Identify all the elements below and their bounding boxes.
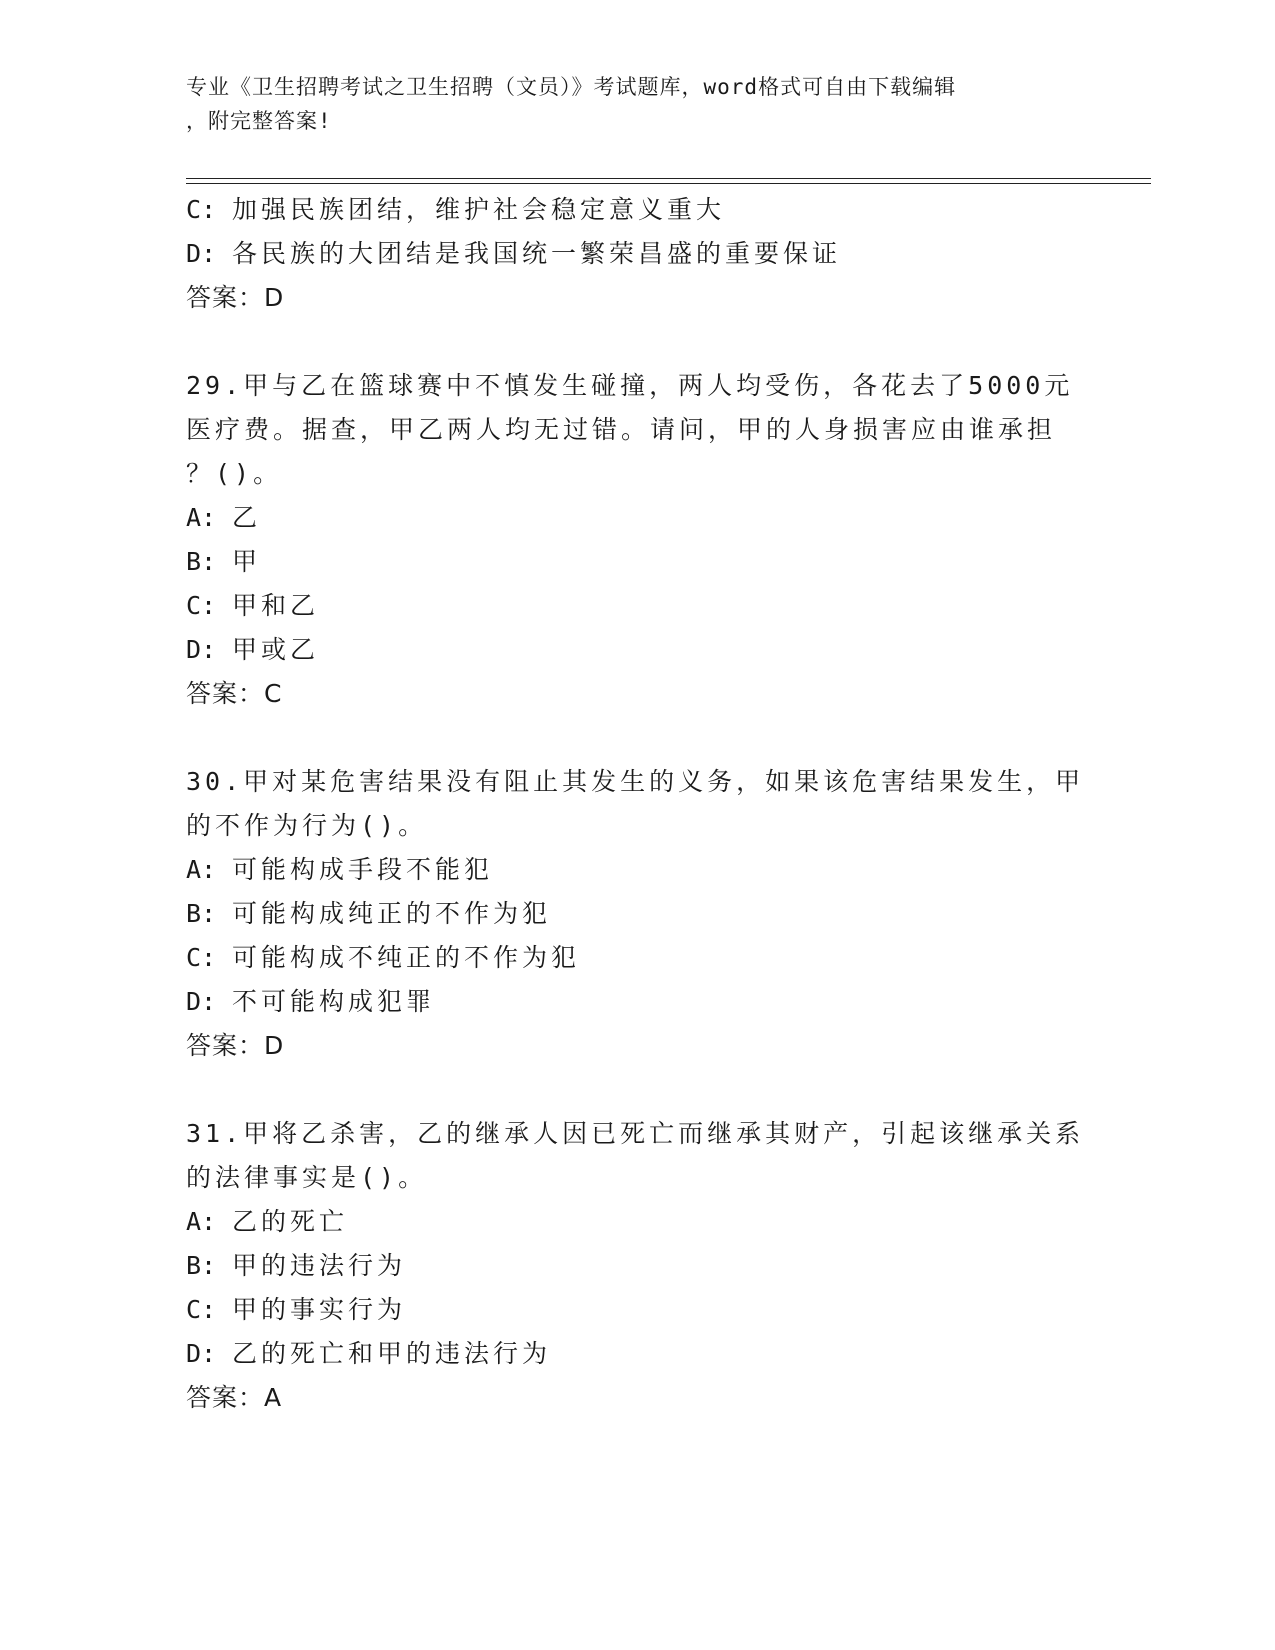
q28-option-c [186,195,725,225]
option-text: 甲和乙 [232,591,320,620]
q29-option-c [186,591,319,621]
option-text: 甲的违法行为 [232,1251,407,1280]
option-text: 加强民族团结，维护社会稳定意义重大 [232,195,726,224]
option-text: 可能构成不纯正的不作为犯 [232,943,581,972]
option-text: 可能构成手段不能犯 [232,855,494,884]
header-divider-bottom [186,183,1151,184]
header-line-1: 专业《卫生招聘考试之卫生招聘（文员）》考试题库，word格式可自由下载编辑 [186,75,957,99]
q30-option-b [186,899,551,929]
document-header [186,70,1066,138]
q30-option-d [186,987,435,1017]
q29-option-b [186,547,261,577]
option-key: A: [186,855,217,884]
option-key: B: [186,899,217,928]
q30-answer: 答案：D [186,1031,285,1060]
option-text: 可能构成纯正的不作为犯 [232,899,552,928]
option-key: A: [186,1207,217,1236]
option-key: B: [186,1251,217,1280]
q31-option-a [186,1207,348,1237]
option-key: C: [186,591,217,620]
option-key: D: [186,1339,217,1368]
option-text: 乙 [232,503,262,532]
q30-stem-line-2: 的不作为行为()。 [186,811,428,840]
option-key: C: [186,195,217,224]
option-text: 不可能构成犯罪 [232,987,436,1016]
q29-stem-line-1: 29.甲与乙在篮球赛中不慎发生碰撞，两人均受伤，各花去了5000元 [186,371,1074,400]
option-text: 甲的事实行为 [232,1295,407,1324]
header-divider-top [186,178,1151,179]
option-text: 甲或乙 [232,635,320,664]
q29-option-d [186,635,319,665]
option-key: C: [186,943,217,972]
q29-option-a [186,503,261,533]
q31-option-b [186,1251,406,1281]
option-key: C: [186,1295,217,1324]
option-text: 乙的死亡 [232,1207,349,1236]
q31-option-d [186,1339,551,1369]
q31-option-c [186,1295,406,1325]
option-key: D: [186,987,217,1016]
q28-answer: 答案：D [186,283,285,312]
q29-answer: 答案：C [186,679,283,708]
q31-answer: 答案：A [186,1383,283,1412]
q30-stem-line-1: 30.甲对某危害结果没有阻止其发生的义务，如果该危害结果发生，甲 [186,767,1085,796]
option-text: 乙的死亡和甲的违法行为 [232,1339,552,1368]
q30-option-a [186,855,493,885]
q31-stem-line-1: 31.甲将乙杀害，乙的继承人因已死亡而继承其财产，引起该继承关系 [186,1119,1085,1148]
option-key: D: [186,239,217,268]
q31-stem-line-2: 的法律事实是()。 [186,1163,428,1192]
header-line-2: ，附完整答案! [186,109,332,133]
option-key: B: [186,547,217,576]
option-key: A: [186,503,217,532]
option-text: 甲 [232,547,262,576]
option-key: D: [186,635,217,664]
q29-stem-line-3: ？()。 [186,459,283,488]
q28-option-d [186,239,841,269]
option-text: 各民族的大团结是我国统一繁荣昌盛的重要保证 [232,239,842,268]
q30-option-c [186,943,580,973]
q29-stem-line-2: 医疗费。据查，甲乙两人均无过错。请问，甲的人身损害应由谁承担 [186,415,1057,444]
